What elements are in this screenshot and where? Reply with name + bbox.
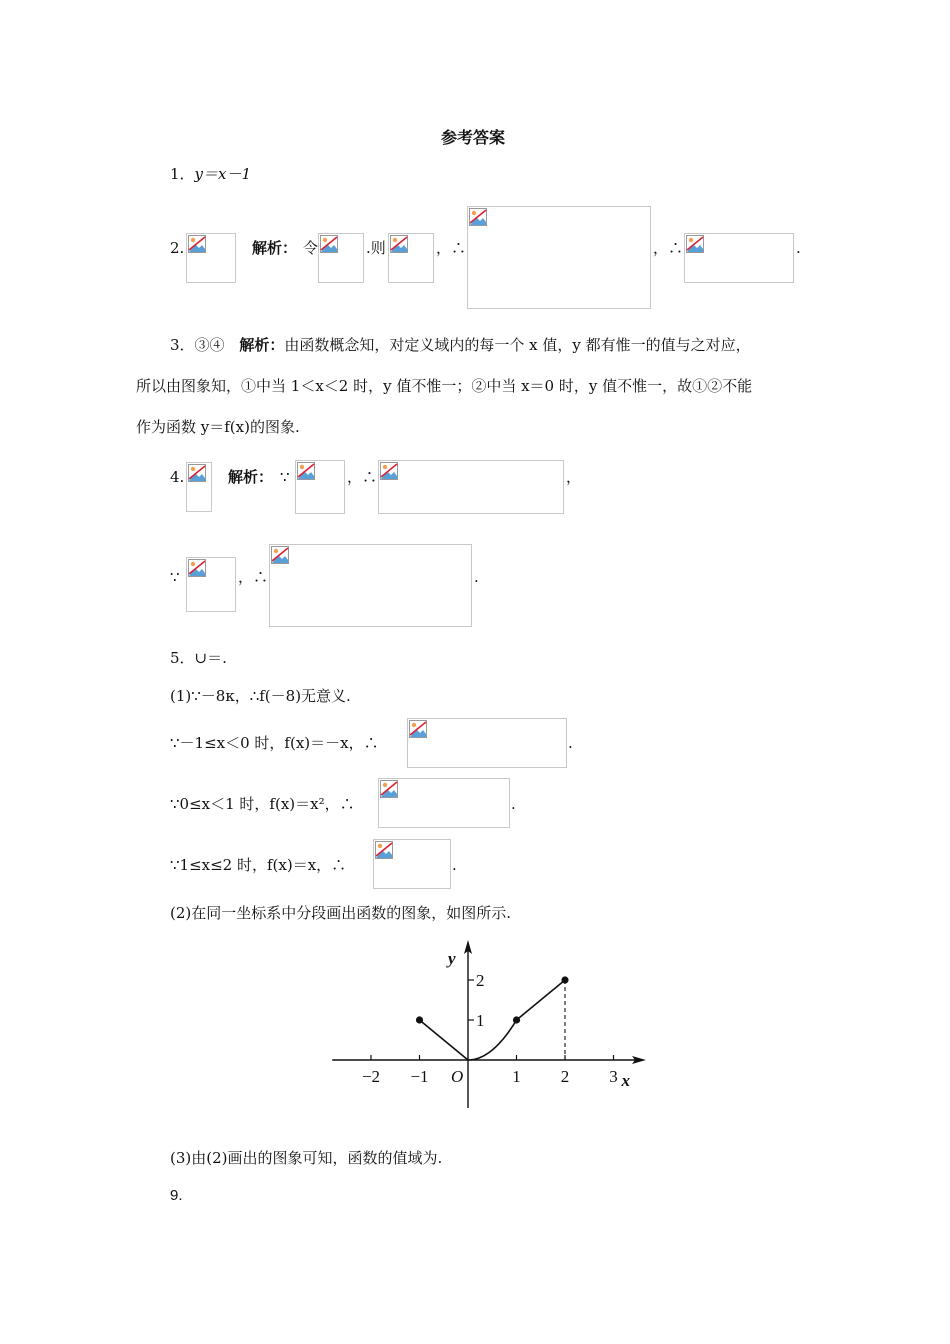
x-tick-label: 1 <box>512 1067 521 1086</box>
data-point <box>416 1016 423 1023</box>
formula-image <box>467 206 651 309</box>
formula-image <box>295 460 345 514</box>
origin-label: O <box>451 1067 464 1086</box>
formula-image <box>186 462 212 512</box>
broken-image-icon <box>380 780 398 798</box>
q4-number: 4. <box>170 468 185 486</box>
q2-ze: .则 <box>366 239 386 257</box>
q2-analysis-label: 解析： <box>252 239 298 257</box>
q5-case-2: ∵0≤x＜1 时，f(x)＝x²，∴ <box>170 795 355 813</box>
q2-therefore-2: ，∴ <box>653 239 684 257</box>
formula-image <box>269 544 472 627</box>
q2-ling: 令 <box>303 239 319 257</box>
q3-line-1 <box>170 335 751 355</box>
broken-image-icon <box>390 235 408 253</box>
q9-number: 9. <box>170 1187 183 1204</box>
q4-line2-therefore: ，∴ <box>238 568 269 586</box>
formula-image <box>186 233 236 283</box>
y-axis-label: y <box>448 949 456 968</box>
formula-image <box>388 233 434 283</box>
formula-image <box>373 839 451 889</box>
q3-line-2: 所以由图象知，①中当 1＜x＜2 时，y 值不惟一；②中当 x＝0 时，y 值不惟一，故①②不能 <box>136 377 753 395</box>
q5-part-1: (1)∵－8к，∴f(－8)无意义. <box>170 687 351 705</box>
q4-line2-because: ∵ <box>170 568 180 586</box>
q2-end: . <box>796 239 801 257</box>
q3-text-1: 由函数概念知，对定义域内的每一个 x 值，y 都有惟一的值与之对应， <box>284 336 751 354</box>
x-tick-label: −2 <box>361 1067 381 1086</box>
q5-part-3: (3)由(2)画出的图象可知，函数的值域为. <box>170 1149 443 1167</box>
q4-because: ∵ <box>280 468 290 486</box>
broken-image-icon <box>188 464 206 482</box>
q5-case-3: ∵1≤x≤2 时，f(x)＝x，∴ <box>170 856 347 874</box>
broken-image-icon <box>297 462 315 480</box>
series-linear <box>420 1020 469 1060</box>
q5-case-1-end: . <box>568 734 573 752</box>
formula-image <box>378 460 564 514</box>
broken-image-icon <box>375 841 393 859</box>
x-tick-label: 2 <box>560 1067 570 1086</box>
q5-case-3-end: . <box>452 856 457 874</box>
q1-line <box>170 164 251 184</box>
q4-trail: ， <box>566 468 582 486</box>
q3-number: 3．③④ <box>170 336 225 354</box>
q2-therefore-1: ，∴ <box>436 239 467 257</box>
data-point <box>513 1016 520 1023</box>
broken-image-icon <box>686 235 704 253</box>
page-title: 参考答案 <box>441 128 506 147</box>
q4-therefore: ，∴ <box>347 468 378 486</box>
q5-case-1: ∵－1≤x＜0 时，f(x)＝－x，∴ <box>170 734 379 752</box>
formula-image <box>684 233 794 283</box>
x-tick-label: −1 <box>410 1067 429 1086</box>
q1-answer: y＝x－1 <box>194 165 252 183</box>
broken-image-icon <box>320 235 338 253</box>
x-axis-label: x <box>621 1071 630 1090</box>
formula-image <box>186 557 236 612</box>
q2-number: 2. <box>170 239 185 257</box>
q3-analysis-label: 解析： <box>239 336 285 354</box>
broken-image-icon <box>380 462 398 480</box>
q5-case-2-end: . <box>511 795 516 813</box>
q3-line-3: 作为函数 y＝f(x)的图象. <box>136 418 300 436</box>
broken-image-icon <box>188 559 206 577</box>
broken-image-icon <box>409 720 427 738</box>
q4-analysis-label: 解析： <box>228 468 274 486</box>
function-graph <box>330 938 650 1110</box>
y-tick-label: 1 <box>476 1011 485 1030</box>
q5-number: 5．∪＝. <box>170 649 227 667</box>
broken-image-icon <box>271 546 289 564</box>
broken-image-icon <box>188 235 206 253</box>
series-linear <box>517 980 566 1020</box>
formula-image <box>378 778 510 828</box>
y-tick-label: 2 <box>476 971 485 990</box>
data-point <box>561 976 568 983</box>
broken-image-icon <box>469 208 487 226</box>
q4-end: . <box>474 568 479 586</box>
formula-image <box>318 233 364 283</box>
q5-part-2: (2)在同一坐标系中分段画出函数的图象，如图所示. <box>170 904 512 922</box>
x-tick-label: 3 <box>609 1067 618 1086</box>
q1-number: 1． <box>170 165 195 183</box>
formula-image <box>407 718 567 768</box>
